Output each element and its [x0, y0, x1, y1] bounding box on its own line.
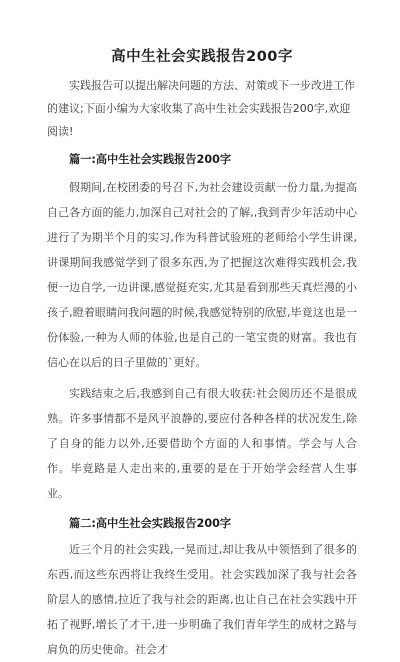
- section-1-paragraph-1: 假期间,在校团委的号召下,为社会建设贡献一份力量,为提高自己各方面的能力,加深自己对社会的了解,,我到青少年活动中心进行了为期半个月的实习,作为科普试验班的老师给小学生讲课,讲课期间我感觉学到了很多东西,为了把握这次难得实践机会,我便一边自学,一边讲课,感觉挺充实,尤其是看到那些天真烂漫的小孩子,瞪着眼睛问我问题的时候,我感觉特别的欣慰,毕竟这也是一份体验,一种为人师的体验,也是自己的一笔宝贵的财富。我也有信心在以后的日子里做的`更好。: [47, 181, 357, 369]
- section-1-paragraph-2: 实践结束之后,我感到自己有很大收获:社会阅历还不是很成熟。许多事情都不是风平浪静的,要应付各种各样的状况发生,除了自身的能力以外,还要借助个方面的人和事情。学会与人合作。毕竟路是人走出来的,重要的是在于开始学会经营人生事业。: [47, 387, 357, 500]
- intro-paragraph: 实践报告可以提出解决问题的方法、对策或下一步改进工作的建议;下面小编为大家收集了高中生社会实践报告200字,欢迎阅读!: [47, 79, 355, 138]
- section-2-paragraph-1: 近三个月的社会实践,一晃而过,却让我从中领悟到了很多的东西,而这些东西将让我终生受用。社会实践加深了我与社会各阶层人的感情,拉近了我与社会的距离,也让自己在社会实践中开拓了视野,增长了才干,进一步明确了我们青年学生的成材之路与肩负的历史使命。社会才: [47, 543, 357, 656]
- section-1-heading: 篇一:高中生社会实践报告200字: [69, 153, 232, 166]
- section-2-heading: 篇二:高中生社会实践报告200字: [69, 517, 232, 530]
- page-title: 高中生社会实践报告200字: [111, 49, 293, 65]
